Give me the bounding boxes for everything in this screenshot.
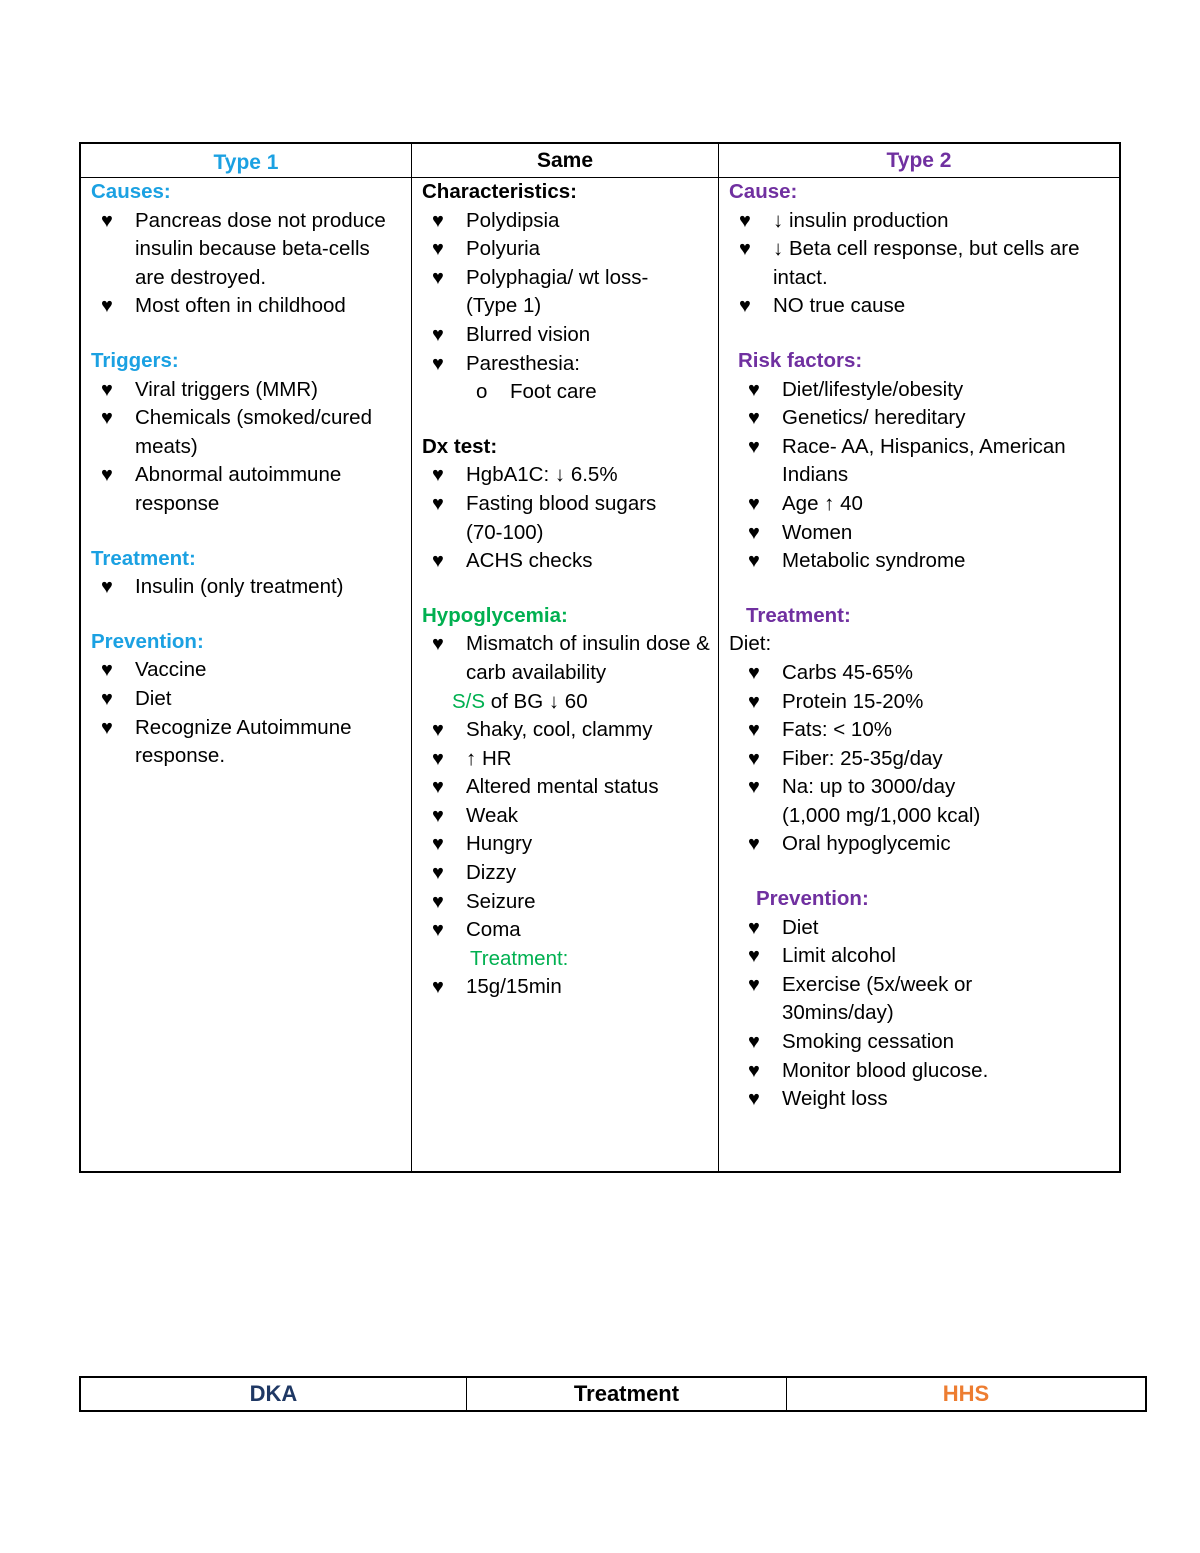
- header-type1: Type 1: [213, 150, 279, 174]
- heart-bullet-icon: ♥: [739, 209, 751, 232]
- list-item: ♥ HgbA1C: ↓ 6.5%: [422, 461, 718, 490]
- heart-bullet-icon: ♥: [432, 238, 444, 261]
- heart-bullet-icon: ♥: [748, 435, 760, 458]
- heart-bullet-icon: ♥: [432, 833, 444, 856]
- heart-bullet-icon: ♥: [432, 209, 444, 232]
- dka-hhs-table: [79, 1376, 1147, 1412]
- same-hypoglycemia-title: Hypoglycemia:: [422, 603, 568, 627]
- heart-bullet-icon: ♥: [101, 378, 113, 401]
- list-item: ♥ Diet: [91, 685, 407, 714]
- list-item: ♥ Polyuria: [422, 235, 718, 264]
- type1-prevention-title: Prevention:: [91, 629, 204, 653]
- heart-bullet-icon: ♥: [748, 521, 760, 544]
- heart-bullet-icon: ♥: [432, 862, 444, 885]
- list-item: ♥ Viral triggers (MMR): [91, 376, 407, 405]
- list-item: ♥ Most often in childhood: [91, 292, 407, 321]
- heart-bullet-icon: ♥: [432, 464, 444, 487]
- column-divider: [411, 144, 412, 1171]
- heart-bullet-icon: ♥: [748, 833, 760, 856]
- list-item: ♥ Recognize Autoimmune response.: [101, 715, 352, 768]
- list-item: ♥ ↑ HR: [422, 745, 718, 774]
- list-item: ♥ Diet: [738, 914, 1117, 943]
- heart-bullet-icon: ♥: [748, 973, 760, 996]
- heart-bullet-icon: ♥: [101, 576, 113, 599]
- list-item: ♥ Abnormal autoimmune response: [101, 463, 342, 515]
- list-item: ♥ ↓ insulin production: [729, 207, 1117, 236]
- list-item: ♥ ACHS checks: [422, 547, 718, 576]
- heart-bullet-icon: ♥: [748, 550, 760, 573]
- heart-bullet-icon: ♥: [748, 690, 760, 713]
- list-item: ♥ NO true cause: [729, 292, 1117, 321]
- heart-bullet-icon: ♥: [101, 716, 113, 739]
- heart-bullet-icon: ♥: [432, 352, 444, 375]
- sub-list-item: o Foot care: [422, 378, 718, 407]
- heart-bullet-icon: ♥: [432, 776, 444, 799]
- heart-bullet-icon: ♥: [101, 659, 113, 682]
- list-item: ♥ Seizure: [422, 888, 718, 917]
- heart-bullet-icon: ♥: [101, 407, 113, 430]
- header-treatment: Treatment: [573, 1381, 680, 1406]
- type1-column: [91, 178, 407, 771]
- heart-bullet-icon: ♥: [432, 719, 444, 742]
- column-divider: [718, 144, 719, 1171]
- list-item: ♥ Polydipsia: [422, 207, 718, 236]
- list-item: ♥ Fats: < 10%: [738, 716, 1117, 745]
- list-item: ♥ Paresthesia:: [422, 350, 718, 379]
- circle-bullet-icon: o: [476, 380, 488, 404]
- type1-triggers-title: Triggers:: [91, 348, 179, 372]
- list-item: ♥ Shaky, cool, clammy: [422, 716, 718, 745]
- heart-bullet-icon: ♥: [432, 550, 444, 573]
- header-hhs: HHS: [942, 1381, 990, 1406]
- heart-bullet-icon: ♥: [739, 295, 751, 318]
- list-item: ♥ Age ↑ 40: [738, 490, 1117, 519]
- list-item: ♥ Chemicals (smoked/cured meats): [101, 406, 372, 458]
- list-item: ♥ Monitor blood glucose.: [738, 1057, 1117, 1086]
- heart-bullet-icon: ♥: [748, 1088, 760, 1111]
- diabetes-comparison-table: [79, 142, 1121, 1173]
- heart-bullet-icon: ♥: [748, 945, 760, 968]
- type1-causes-title: Causes:: [91, 180, 171, 203]
- heart-bullet-icon: ♥: [432, 323, 444, 346]
- list-item: ♥ Hungry: [422, 830, 718, 859]
- heart-bullet-icon: ♥: [101, 687, 113, 710]
- header-dka: DKA: [249, 1381, 298, 1406]
- ss-label: S/S: [452, 689, 486, 713]
- list-item: ♥ 15g/15min: [422, 973, 718, 1002]
- list-item: ♥ Protein 15-20%: [738, 688, 1117, 717]
- heart-bullet-icon: ♥: [432, 919, 444, 942]
- list-item: ♥ Na: up to 3000/day (1,000 mg/1,000 kcal): [748, 775, 981, 827]
- list-item: ♥ Insulin (only treatment): [91, 573, 407, 602]
- list-item: ♥ Diet/lifestyle/obesity: [738, 376, 1117, 405]
- heart-bullet-icon: ♥: [432, 890, 444, 913]
- heart-bullet-icon: ♥: [748, 492, 760, 515]
- heart-bullet-icon: ♥: [748, 378, 760, 401]
- heart-bullet-icon: ♥: [432, 492, 444, 515]
- list-item: ♥ Weight loss: [738, 1085, 1117, 1114]
- list-item: ♥ Dizzy: [422, 859, 718, 888]
- list-item: ♥ Smoking cessation: [738, 1028, 1117, 1057]
- list-item: ♥ Race- AA, Hispanics, American Indians: [748, 434, 1066, 487]
- heart-bullet-icon: ♥: [748, 916, 760, 939]
- heart-bullet-icon: ♥: [748, 661, 760, 684]
- heart-bullet-icon: ♥: [748, 1031, 760, 1054]
- heart-bullet-icon: ♥: [748, 747, 760, 770]
- type2-diet-label: Diet:: [729, 632, 772, 656]
- heart-bullet-icon: ♥: [748, 776, 760, 799]
- list-item: ♥ Carbs 45-65%: [738, 659, 1117, 688]
- header-type2: Type 2: [886, 148, 952, 172]
- list-item: ♥ Fiber: 25-35g/day: [738, 745, 1117, 774]
- heart-bullet-icon: ♥: [432, 633, 444, 656]
- list-item: ♥ Polyphagia/ wt loss- (Type 1): [432, 265, 649, 318]
- heart-bullet-icon: ♥: [432, 747, 444, 770]
- type2-cause-title: Cause:: [729, 180, 798, 203]
- heart-bullet-icon: ♥: [748, 719, 760, 742]
- list-item: ♥ Mismatch of insulin dose & carb availability: [432, 632, 710, 684]
- list-item: ♥ Fasting blood sugars (70-100): [432, 491, 657, 544]
- header-same: Same: [536, 148, 594, 172]
- list-item: ♥ Coma: [422, 916, 718, 945]
- list-item: ♥ Altered mental status: [422, 773, 718, 802]
- heart-bullet-icon: ♥: [739, 238, 751, 261]
- type2-treatment-title: Treatment:: [746, 603, 851, 627]
- heart-bullet-icon: ♥: [101, 464, 113, 487]
- list-item: ♥ Limit alcohol: [738, 942, 1117, 971]
- list-item: ♥ ↓ Beta cell response, but cells are intact.: [739, 237, 1080, 289]
- list-item: ♥ Women: [738, 519, 1117, 548]
- list-item: ♥ Oral hypoglycemic: [738, 830, 1117, 859]
- list-item: ♥ Pancreas dose not produce insulin because beta-cells are destroyed.: [101, 208, 386, 289]
- heart-bullet-icon: ♥: [748, 1059, 760, 1082]
- same-dx-title: Dx test:: [422, 434, 498, 458]
- heart-bullet-icon: ♥: [748, 407, 760, 430]
- list-item: ♥ Exercise (5x/week or 30mins/day): [748, 972, 973, 1025]
- heart-bullet-icon: ♥: [432, 976, 444, 999]
- heart-bullet-icon: ♥: [432, 804, 444, 827]
- same-treatment-title: Treatment:: [470, 946, 569, 970]
- heart-bullet-icon: ♥: [432, 266, 444, 289]
- type1-treatment-title: Treatment:: [91, 546, 196, 570]
- type2-risk-title: Risk factors:: [738, 348, 863, 372]
- list-item: ♥ Genetics/ hereditary: [738, 404, 1117, 433]
- same-column: [422, 178, 718, 1002]
- heart-bullet-icon: ♥: [101, 295, 113, 318]
- same-characteristics-title: Characteristics:: [422, 180, 577, 203]
- list-item: ♥ Metabolic syndrome: [738, 547, 1117, 576]
- heart-bullet-icon: ♥: [101, 209, 113, 232]
- list-item: ♥ Blurred vision: [422, 321, 718, 350]
- ss-line: S/S of BG ↓ 60: [452, 689, 588, 713]
- list-item: ♥ Weak: [422, 802, 718, 831]
- list-item: ♥ Vaccine: [91, 656, 407, 685]
- type2-prevention-title: Prevention:: [756, 887, 869, 911]
- type2-column: [729, 178, 1117, 1114]
